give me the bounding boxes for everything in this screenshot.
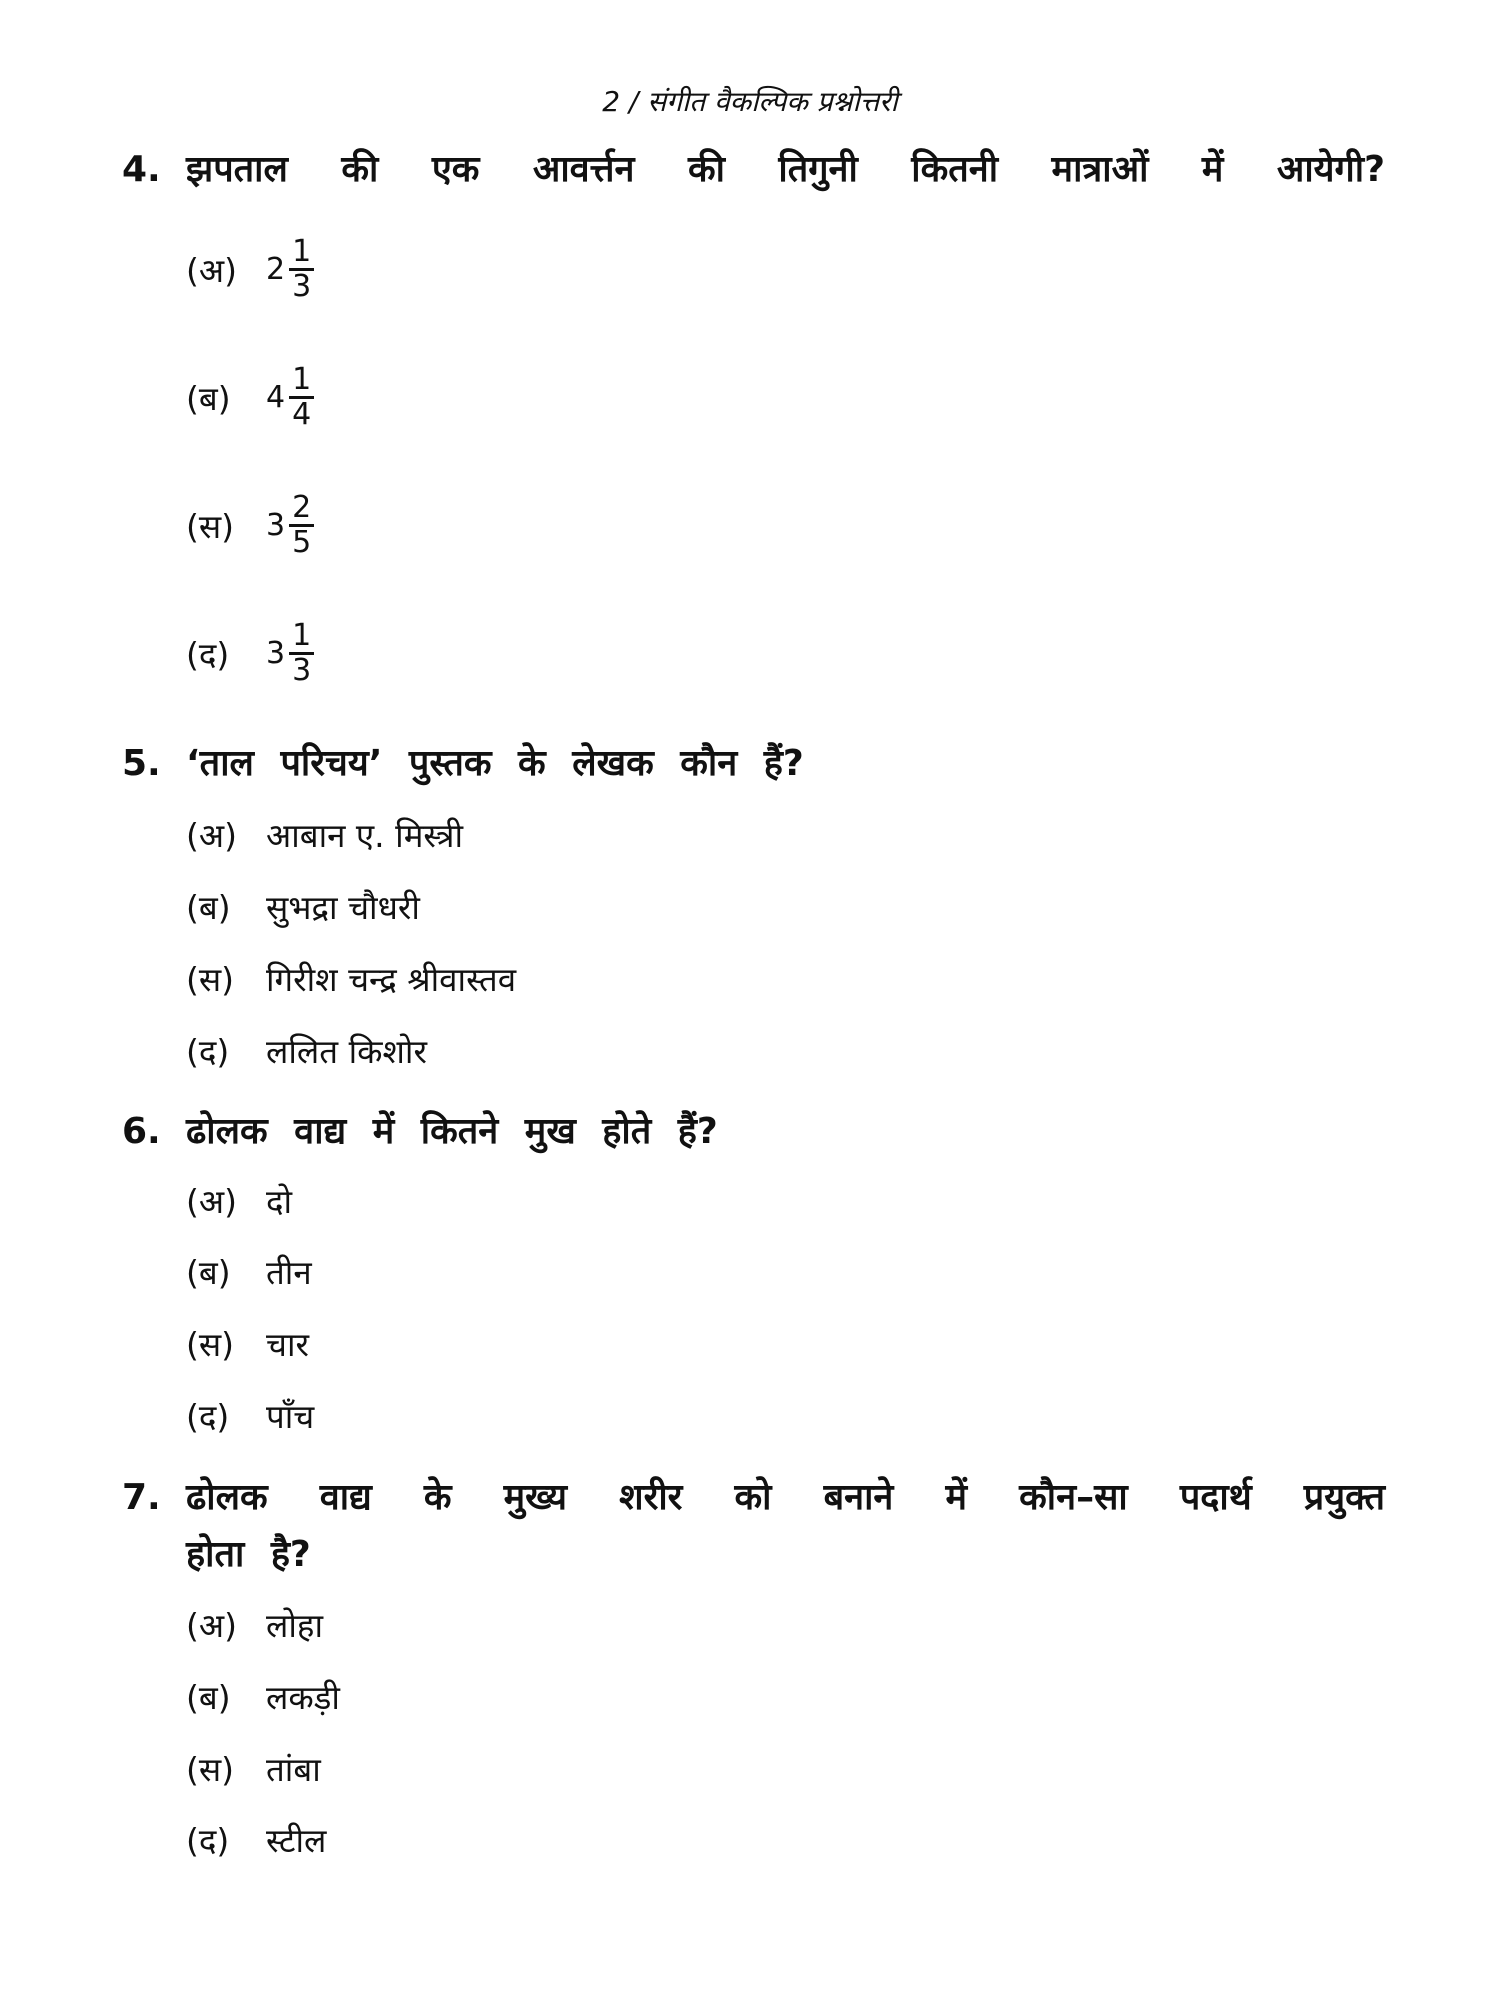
- option-label: (ब): [186, 1253, 231, 1292]
- option-b: [186, 1249, 312, 1294]
- option-label: (अ): [186, 1606, 237, 1645]
- question-text: ‘ताल परिचय’ पुस्तक के लेखक कौन हैं?: [186, 743, 804, 784]
- option-text: सुभद्रा चौधरी: [266, 888, 420, 927]
- option-text: ललित किशोर: [266, 1032, 427, 1071]
- whole: 4: [266, 380, 286, 415]
- option-label: (ब): [186, 888, 231, 927]
- option-text: चार: [266, 1325, 309, 1364]
- option-d: [186, 620, 314, 687]
- question-number: 5.: [122, 743, 161, 784]
- question-text: ढोलक वाद्य के मुख्य शरीर को बनाने में कौन–सा पदार्थ प्रयुक्त: [186, 1477, 1385, 1518]
- option-a: [186, 1602, 323, 1647]
- numerator: 1: [289, 236, 314, 271]
- mixed-fraction: [266, 236, 314, 303]
- option-text: आबान ए. मिस्त्री: [266, 816, 464, 855]
- question-number: 6.: [122, 1111, 161, 1152]
- option-label: (ब): [186, 1678, 231, 1717]
- option-d: [186, 1817, 326, 1862]
- option-label: (द): [186, 1821, 230, 1860]
- question-7: [122, 1471, 1385, 1520]
- option-label: (स): [186, 1750, 235, 1789]
- question-text-line2: होता है?: [186, 1534, 311, 1575]
- mixed-fraction: [266, 620, 314, 687]
- question-text: ढोलक वाद्य में कितने मुख होते हैं?: [186, 1111, 718, 1152]
- mixed-fraction: [266, 364, 314, 431]
- option-c: [186, 956, 516, 1001]
- option-text: पाँच: [266, 1397, 315, 1436]
- option-c: [186, 1321, 309, 1366]
- option-label: (अ): [186, 251, 237, 290]
- option-label: (अ): [186, 1182, 237, 1221]
- whole: 2: [266, 252, 286, 287]
- option-c: [186, 492, 314, 559]
- denominator: 5: [292, 525, 312, 560]
- option-text: लोहा: [266, 1606, 323, 1645]
- option-text: लकड़ी: [266, 1678, 340, 1717]
- option-text: गिरीश चन्द्र श्रीवास्तव: [266, 960, 517, 999]
- option-b: [186, 884, 420, 929]
- question-6: [122, 1105, 718, 1154]
- option-label: (ब): [186, 379, 231, 418]
- denominator: 4: [292, 397, 312, 432]
- page-header: 2 / संगीत वैकल्पिक प्रश्नोत्तरी: [602, 85, 898, 118]
- option-label: (स): [186, 507, 235, 546]
- denominator: 3: [292, 653, 312, 688]
- option-label: (द): [186, 635, 230, 674]
- option-text: तीन: [266, 1253, 312, 1292]
- option-label: (द): [186, 1032, 230, 1071]
- question-number: 7.: [122, 1477, 161, 1518]
- option-label: (स): [186, 1325, 235, 1364]
- option-text: तांबा: [266, 1750, 321, 1789]
- option-b: [186, 364, 314, 431]
- whole: 3: [266, 636, 286, 671]
- option-b: [186, 1674, 340, 1719]
- option-d: [186, 1393, 314, 1438]
- option-a: [186, 236, 314, 303]
- option-text: दो: [266, 1182, 293, 1221]
- option-label: (अ): [186, 816, 237, 855]
- option-label: (स): [186, 960, 235, 999]
- question-5: [122, 737, 804, 786]
- option-text: स्टील: [266, 1821, 327, 1860]
- mixed-fraction: [266, 492, 314, 559]
- option-c: [186, 1746, 321, 1791]
- question-text: झपताल की एक आवर्त्तन की तिगुनी कितनी मात्राओं में आयेगी?: [186, 149, 1385, 190]
- numerator: 1: [289, 620, 314, 655]
- numerator: 1: [289, 364, 314, 399]
- option-a: [186, 1178, 292, 1223]
- option-label: (द): [186, 1397, 230, 1436]
- option-d: [186, 1028, 427, 1073]
- whole: 3: [266, 508, 286, 543]
- numerator: 2: [289, 492, 314, 527]
- question-4: [122, 143, 1385, 192]
- denominator: 3: [292, 269, 312, 304]
- question-number: 4.: [122, 149, 161, 190]
- option-a: [186, 812, 463, 857]
